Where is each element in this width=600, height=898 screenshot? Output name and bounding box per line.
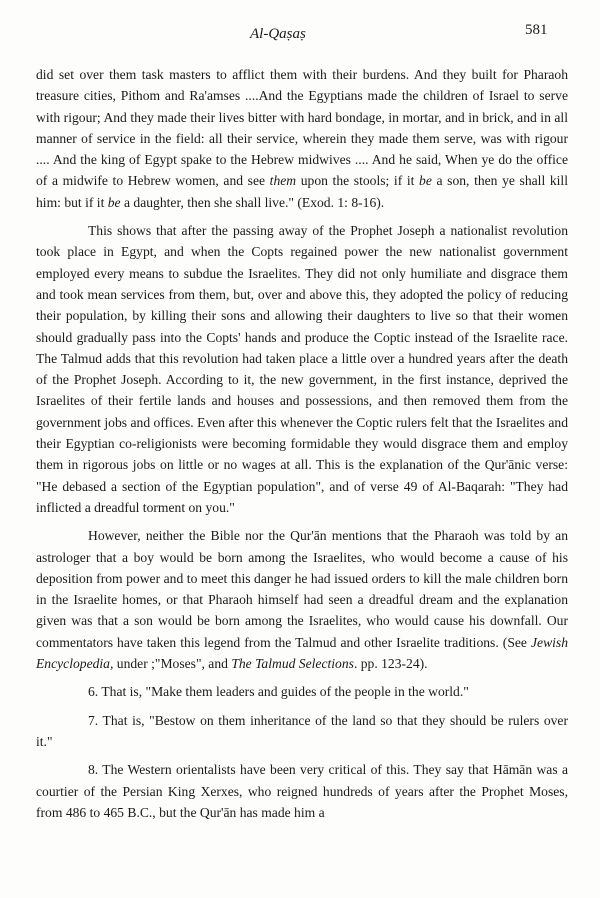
body-text: [36, 64, 568, 823]
note-7: 7. That is, "Bestow on them inheritance of the land so that they should be rulers over it.": [36, 712, 568, 749]
citation-title: Jewish Encyclopedia,: [36, 634, 568, 672]
citation-title: The Talmud Selections: [231, 656, 354, 672]
italic-word: be: [107, 194, 121, 210]
paragraph-exodus-quote: [36, 64, 568, 213]
running-head: [0, 0, 600, 60]
quote-text: a son, then ye shall kill him: but if it: [36, 173, 568, 210]
quote-text: did set over them task masters to afflict them with their burdens. And they built for Pharaoh treasure cities, Pithom and Ra'amses ....And the Egyptians made the children of Israel to serve with rigour; And they made their lives bitter with hard bondage, in mortar, and in brick, and in all manner of service in the field: all their service, wherein they made them serve, was with rigour .... And the king of Egypt spake to the Hebrew midwives .... And he said, When ye do the office of a midwife to Hebrew women, and see: [36, 67, 568, 189]
note-8: 8. The Western orientalists have been very critical of this. They say that Hāmān was a courtier of the Persian King Xerxes, who reigned hundreds of years after the Prophet Moses, from 486 to 465 B.C., but the Qur'ān has made him a: [36, 762, 568, 820]
chapter-title: Al-Qaṣaṣ: [250, 26, 306, 42]
paragraph-text: . pp. 123-24).: [353, 656, 428, 672]
paragraph-text: under ;"Moses", and: [113, 656, 232, 672]
italic-word: be: [419, 173, 432, 189]
note-6: 6. That is, "Make them leaders and guides of the people in the world.": [88, 684, 469, 700]
page-number: 581: [525, 22, 548, 38]
paragraph-astrologer: [36, 525, 568, 674]
paragraph-text: However, neither the Bible nor the Qur'ān mentions that the Pharaoh was told by an astrologer that a boy would be born among the Israelites, who would become a cause of his deposition from power and to meet this danger he had issued orders to kill the male children born in the Israelite homes, or that Pharaoh himself had seen a dreadful dream and the explanation given was that a son would be born among the Israelites, who would cause his downfall. Our commentators have taken this legend from the Talmud and other Israelite traditions. (See: [36, 528, 568, 650]
paragraph-revolution: This shows that after the passing away of the Prophet Joseph a nationalist revolution took place in Egypt, and when the Copts regained power the new nationalist government employed every means to subdue the Israelites. They did not only humiliate and disgrace them and took mean services from them, but, over and above this, they adopted the policy of reducing their population, by killing their sons and allowing their daughters to live so that their women should gradually pass into the Copts' hands and produce the Coptic instead of the Israelite race. The Talmud adds that this revolution had taken place a little over a hundred years after the death of the Prophet Joseph. According to it, the new government, in the first instance, deprived the Israelites of their fertile lands and houses and possessions, and then removed them from the government jobs and offices. Even after this whenever the Coptic rulers felt that the Israelites and their Egyptian co-religionists were becoming formidable they would disgrace them and employ them in rigorous jobs on little or no wages at all. This is the explanation of the Qur'ānic verse: "He debased a section of the Egyptian population", and of verse 49 of Al-Baqarah: "They had inflicted a dreadful torment on you.": [36, 223, 568, 515]
quote-text: a daughter, then she shall live." (Exod. 1: 8-16).: [120, 194, 385, 210]
quote-text: upon the stools; if it: [296, 173, 420, 189]
italic-word: them: [269, 173, 297, 189]
